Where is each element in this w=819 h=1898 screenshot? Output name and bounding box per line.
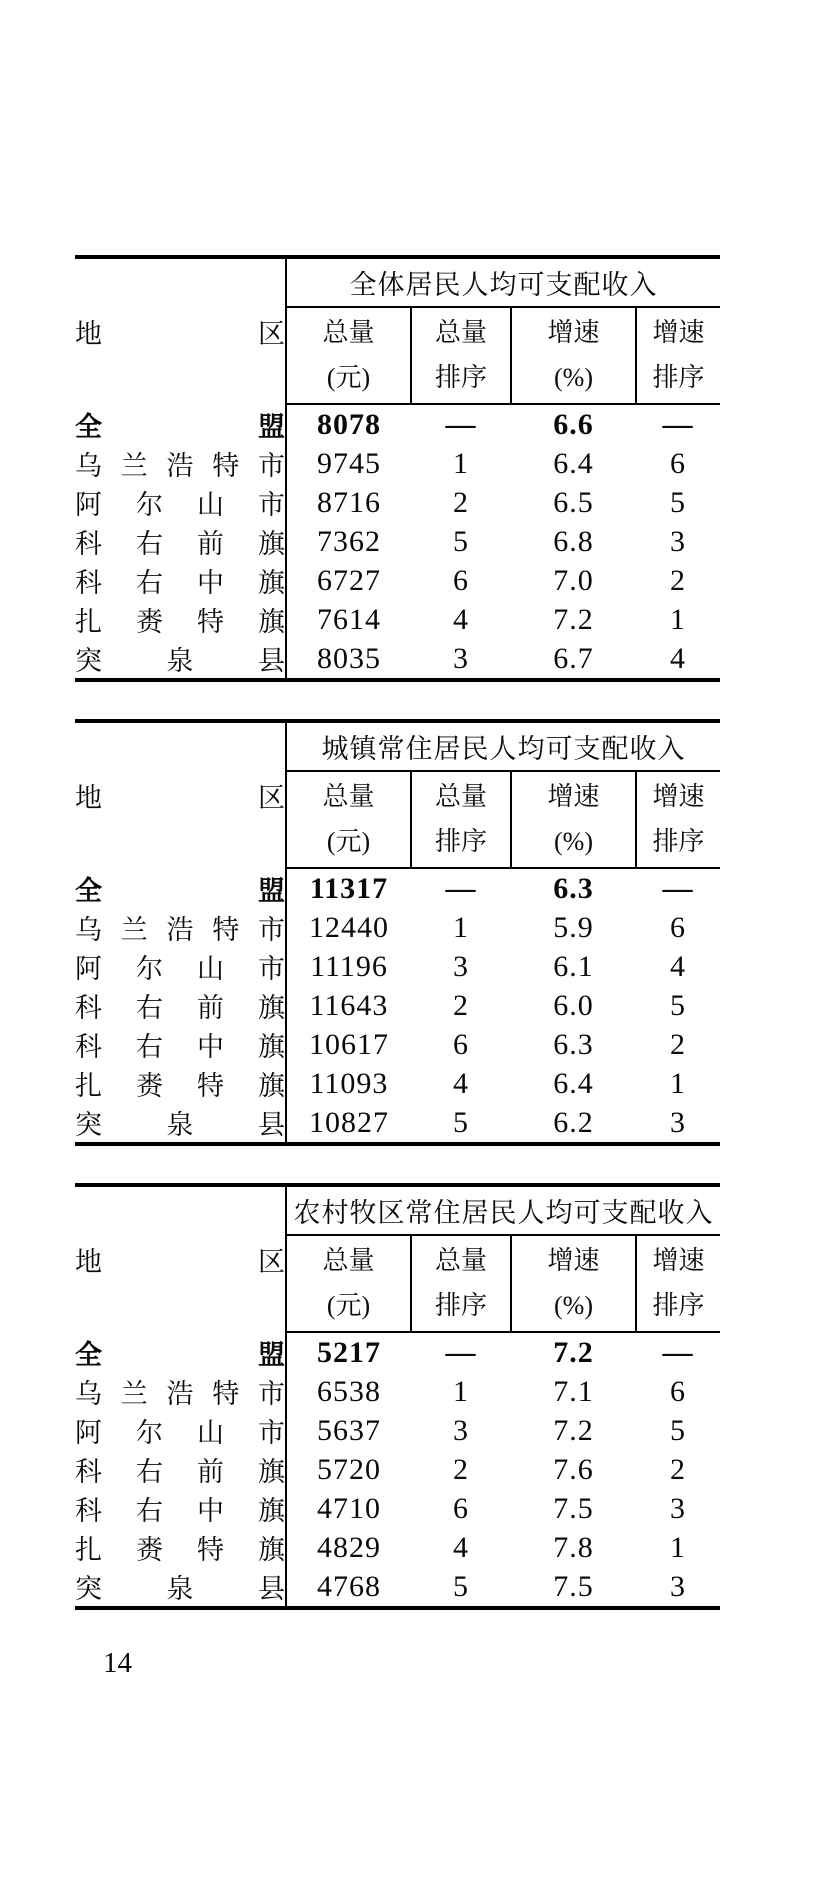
region-cell-label: 突泉县 bbox=[75, 639, 286, 680]
growth-value: 6.7 bbox=[553, 641, 594, 675]
growth-column-header: 增速 (%) bbox=[511, 771, 636, 868]
total-rank-value: 5 bbox=[453, 1569, 469, 1603]
total-value: 11643 bbox=[309, 988, 389, 1022]
total-value: 6727 bbox=[317, 563, 381, 597]
growth-rank-value: 5 bbox=[670, 485, 686, 519]
table-row bbox=[75, 444, 720, 483]
table-title: 城镇常住居民人均可支配收入 bbox=[286, 721, 720, 771]
table-row bbox=[75, 1332, 720, 1372]
table-row bbox=[75, 1025, 720, 1064]
total-rank-value: 2 bbox=[453, 988, 469, 1022]
total-value: 8078 bbox=[317, 407, 381, 441]
growth-value: 7.0 bbox=[553, 563, 594, 597]
growth-value: 7.2 bbox=[553, 602, 594, 636]
total-column-header: 总量 (元) bbox=[286, 307, 411, 404]
total-rank-column-header: 总量 排序 bbox=[411, 307, 511, 404]
table-row bbox=[75, 1103, 720, 1144]
total-value: 7362 bbox=[317, 524, 381, 558]
growth-rank-value: — bbox=[662, 407, 694, 441]
total-value: 11093 bbox=[309, 1066, 389, 1100]
region-column-header: 地区 bbox=[75, 721, 286, 868]
table-row bbox=[75, 1450, 720, 1489]
region-cell-label: 全盟 bbox=[75, 868, 286, 908]
table-title-row bbox=[75, 721, 720, 771]
region-column-header: 地区 bbox=[75, 257, 286, 404]
growth-value: 6.5 bbox=[553, 485, 594, 519]
total-rank-value: 3 bbox=[453, 641, 469, 675]
total-rank-column-header: 总量 排序 bbox=[411, 771, 511, 868]
growth-rank-value: 1 bbox=[670, 1066, 686, 1100]
region-cell-label: 扎赉特旗 bbox=[75, 600, 286, 639]
growth-value: 6.4 bbox=[553, 446, 594, 480]
total-value: 4710 bbox=[317, 1491, 381, 1525]
growth-value: 7.5 bbox=[553, 1569, 594, 1603]
region-cell-label: 乌兰浩特市 bbox=[75, 908, 286, 947]
growth-value: 6.2 bbox=[553, 1105, 594, 1139]
total-value: 11317 bbox=[309, 871, 389, 905]
total-rank-value: 5 bbox=[453, 524, 469, 558]
growth-rank-column-header: 增速 排序 bbox=[636, 1235, 720, 1332]
growth-value: 5.9 bbox=[553, 910, 594, 944]
region-cell-label: 乌兰浩特市 bbox=[75, 1372, 286, 1411]
growth-value: 7.2 bbox=[553, 1335, 594, 1369]
table-row bbox=[75, 868, 720, 908]
total-value: 10617 bbox=[309, 1027, 389, 1061]
region-cell-label: 科右中旗 bbox=[75, 561, 286, 600]
total-rank-value: 4 bbox=[453, 1530, 469, 1564]
growth-rank-value: 5 bbox=[670, 988, 686, 1022]
growth-column-header: 增速 (%) bbox=[511, 307, 636, 404]
table-row bbox=[75, 404, 720, 444]
region-column-header: 地区 bbox=[75, 1185, 286, 1332]
table-urban-income bbox=[75, 719, 720, 1146]
total-column-header: 总量 (元) bbox=[286, 1235, 411, 1332]
growth-rank-value: 6 bbox=[670, 910, 686, 944]
growth-rank-value: 3 bbox=[670, 524, 686, 558]
total-rank-value: 2 bbox=[453, 1452, 469, 1486]
total-value: 8035 bbox=[317, 641, 381, 675]
table-title-row bbox=[75, 257, 720, 307]
total-value: 5720 bbox=[317, 1452, 381, 1486]
region-cell-label: 阿尔山市 bbox=[75, 1411, 286, 1450]
total-rank-value: 6 bbox=[453, 563, 469, 597]
page-number: 14 bbox=[103, 1647, 132, 1679]
growth-value: 7.5 bbox=[553, 1491, 594, 1525]
table-title: 农村牧区常住居民人均可支配收入 bbox=[286, 1185, 720, 1235]
table-row bbox=[75, 947, 720, 986]
total-rank-value: 1 bbox=[453, 1374, 469, 1408]
total-value: 12440 bbox=[309, 910, 389, 944]
table-row bbox=[75, 908, 720, 947]
region-cell-label: 科右中旗 bbox=[75, 1489, 286, 1528]
region-cell-label: 科右前旗 bbox=[75, 986, 286, 1025]
growth-rank-value: 6 bbox=[670, 446, 686, 480]
table-title: 全体居民人均可支配收入 bbox=[286, 257, 720, 307]
region-cell-label: 科右前旗 bbox=[75, 1450, 286, 1489]
growth-rank-value: 2 bbox=[670, 1452, 686, 1486]
total-value: 5637 bbox=[317, 1413, 381, 1447]
total-rank-value: 6 bbox=[453, 1027, 469, 1061]
growth-column-header: 增速 (%) bbox=[511, 1235, 636, 1332]
table-overall-income bbox=[75, 255, 720, 682]
total-value: 11196 bbox=[310, 949, 388, 983]
region-cell-label: 阿尔山市 bbox=[75, 947, 286, 986]
table-row bbox=[75, 1567, 720, 1608]
total-value: 7614 bbox=[317, 602, 381, 636]
table-title-row bbox=[75, 1185, 720, 1235]
total-value: 4829 bbox=[317, 1530, 381, 1564]
table-row bbox=[75, 1064, 720, 1103]
growth-rank-value: 2 bbox=[670, 563, 686, 597]
growth-value: 7.8 bbox=[553, 1530, 594, 1564]
region-cell-label: 突泉县 bbox=[75, 1567, 286, 1608]
total-rank-value: 4 bbox=[453, 1066, 469, 1100]
total-rank-value: 2 bbox=[453, 485, 469, 519]
region-cell-label: 乌兰浩特市 bbox=[75, 444, 286, 483]
region-cell-label: 阿尔山市 bbox=[75, 483, 286, 522]
region-cell-label: 科右前旗 bbox=[75, 522, 286, 561]
total-column-header: 总量 (元) bbox=[286, 771, 411, 868]
growth-rank-value: 3 bbox=[670, 1491, 686, 1525]
growth-rank-value: 4 bbox=[670, 949, 686, 983]
growth-rank-value: 3 bbox=[670, 1105, 686, 1139]
total-rank-value: 3 bbox=[453, 949, 469, 983]
table-row bbox=[75, 639, 720, 680]
total-rank-value: 5 bbox=[453, 1105, 469, 1139]
table-rural-income bbox=[75, 1183, 720, 1610]
total-rank-value: 1 bbox=[453, 446, 469, 480]
growth-rank-value: 1 bbox=[670, 1530, 686, 1564]
total-value: 10827 bbox=[309, 1105, 389, 1139]
growth-rank-value: 4 bbox=[670, 641, 686, 675]
growth-rank-value: 3 bbox=[670, 1569, 686, 1603]
region-cell-label: 全盟 bbox=[75, 404, 286, 444]
growth-value: 7.6 bbox=[553, 1452, 594, 1486]
growth-rank-value: — bbox=[662, 1335, 694, 1369]
growth-value: 6.3 bbox=[553, 871, 594, 905]
total-value: 5217 bbox=[317, 1335, 381, 1369]
growth-rank-value: — bbox=[662, 871, 694, 905]
total-value: 8716 bbox=[317, 485, 381, 519]
growth-rank-column-header: 增速 排序 bbox=[636, 771, 720, 868]
growth-value: 6.6 bbox=[553, 407, 594, 441]
total-rank-column-header: 总量 排序 bbox=[411, 1235, 511, 1332]
table-row bbox=[75, 522, 720, 561]
growth-rank-value: 5 bbox=[670, 1413, 686, 1447]
region-cell-label: 扎赉特旗 bbox=[75, 1064, 286, 1103]
total-value: 9745 bbox=[317, 446, 381, 480]
table-row bbox=[75, 600, 720, 639]
region-cell-label: 扎赉特旗 bbox=[75, 1528, 286, 1567]
growth-rank-value: 2 bbox=[670, 1027, 686, 1061]
table-row bbox=[75, 1411, 720, 1450]
total-rank-value: 6 bbox=[453, 1491, 469, 1525]
growth-value: 6.3 bbox=[553, 1027, 594, 1061]
total-rank-value: 1 bbox=[453, 910, 469, 944]
growth-rank-value: 6 bbox=[670, 1374, 686, 1408]
table-row bbox=[75, 561, 720, 600]
total-rank-value: — bbox=[445, 1335, 477, 1369]
growth-value: 6.4 bbox=[553, 1066, 594, 1100]
region-cell-label: 突泉县 bbox=[75, 1103, 286, 1144]
growth-value: 6.0 bbox=[553, 988, 594, 1022]
total-rank-value: 4 bbox=[453, 602, 469, 636]
growth-rank-column-header: 增速 排序 bbox=[636, 307, 720, 404]
table-row bbox=[75, 483, 720, 522]
table-row bbox=[75, 986, 720, 1025]
region-cell-label: 科右中旗 bbox=[75, 1025, 286, 1064]
growth-value: 7.2 bbox=[553, 1413, 594, 1447]
region-cell-label: 全盟 bbox=[75, 1332, 286, 1372]
total-value: 4768 bbox=[317, 1569, 381, 1603]
table-row bbox=[75, 1489, 720, 1528]
total-rank-value: — bbox=[445, 407, 477, 441]
total-value: 6538 bbox=[317, 1374, 381, 1408]
growth-value: 6.8 bbox=[553, 524, 594, 558]
growth-value: 7.1 bbox=[553, 1374, 594, 1408]
growth-value: 6.1 bbox=[553, 949, 594, 983]
total-rank-value: — bbox=[445, 871, 477, 905]
total-rank-value: 3 bbox=[453, 1413, 469, 1447]
table-row bbox=[75, 1372, 720, 1411]
table-row bbox=[75, 1528, 720, 1567]
growth-rank-value: 1 bbox=[670, 602, 686, 636]
